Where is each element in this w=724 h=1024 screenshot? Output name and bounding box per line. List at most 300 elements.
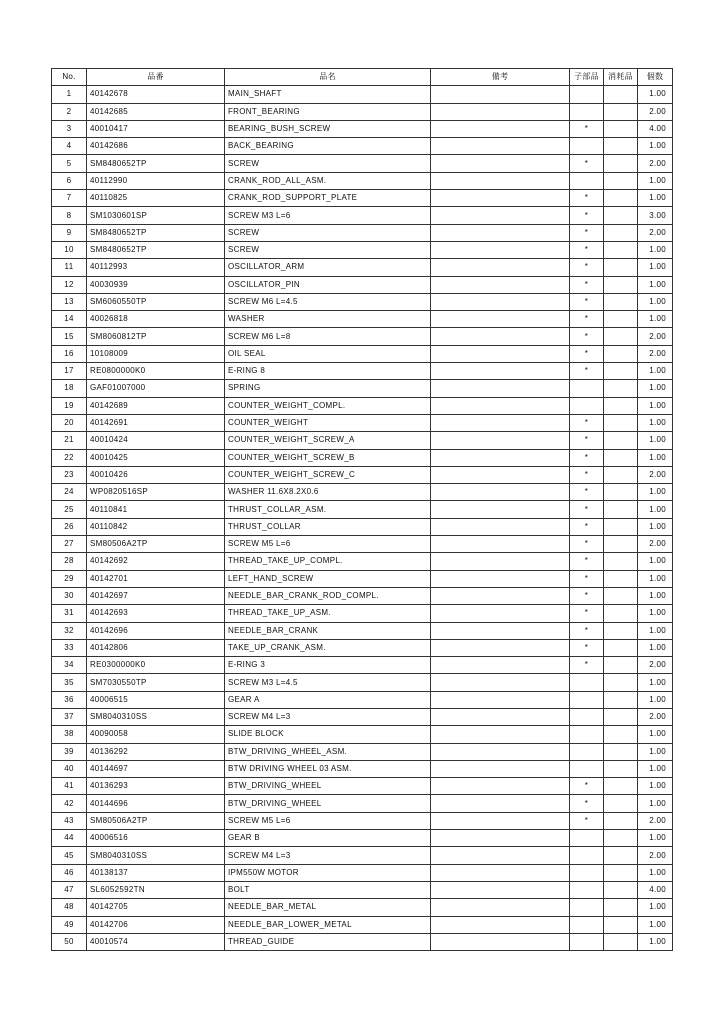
- table-row: [52, 518, 673, 535]
- row-number: 36: [52, 691, 87, 708]
- part-name-cell: IPM550W MOTOR: [225, 864, 431, 881]
- consumable-mark: [604, 363, 638, 380]
- remarks-cell: [431, 708, 570, 725]
- consumable-mark: [604, 743, 638, 760]
- quantity-cell: 1.00: [638, 397, 673, 414]
- quantity-cell: 1.00: [638, 241, 673, 258]
- quantity-cell: 1.00: [638, 363, 673, 380]
- remarks-cell: [431, 259, 570, 276]
- quantity-cell: 3.00: [638, 207, 673, 224]
- sub-part-mark: *: [570, 259, 604, 276]
- remarks-cell: [431, 536, 570, 553]
- table-row: [52, 553, 673, 570]
- consumable-mark: [604, 639, 638, 656]
- row-number: 17: [52, 363, 87, 380]
- quantity-cell: 2.00: [638, 847, 673, 864]
- row-number: 48: [52, 899, 87, 916]
- sub-part-mark: *: [570, 622, 604, 639]
- row-number: 6: [52, 172, 87, 189]
- part-number-cell: 40010426: [87, 466, 225, 483]
- remarks-cell: [431, 484, 570, 501]
- quantity-cell: 1.00: [638, 138, 673, 155]
- row-number: 27: [52, 536, 87, 553]
- sub-part-mark: *: [570, 501, 604, 518]
- remarks-cell: [431, 224, 570, 241]
- table-row: [52, 657, 673, 674]
- sub-part-mark: *: [570, 812, 604, 829]
- row-number: 28: [52, 553, 87, 570]
- consumable-mark: [604, 657, 638, 674]
- part-number-cell: 40110825: [87, 190, 225, 207]
- row-number: 49: [52, 916, 87, 933]
- quantity-cell: 1.00: [638, 899, 673, 916]
- row-number: 10: [52, 241, 87, 258]
- sub-part-mark: *: [570, 241, 604, 258]
- part-number-cell: SM8060812TP: [87, 328, 225, 345]
- remarks-cell: [431, 328, 570, 345]
- part-name-cell: GEAR A: [225, 691, 431, 708]
- sub-part-mark: *: [570, 432, 604, 449]
- part-name-cell: BTW_DRIVING_WHEEL_ASM.: [225, 743, 431, 760]
- remarks-cell: [431, 605, 570, 622]
- row-number: 2: [52, 103, 87, 120]
- row-number: 29: [52, 570, 87, 587]
- part-name-cell: MAIN_SHAFT: [225, 86, 431, 103]
- table-row: [52, 103, 673, 120]
- part-name-cell: WASHER 11.6X8.2X0.6: [225, 484, 431, 501]
- quantity-cell: 1.00: [638, 311, 673, 328]
- part-number-cell: 40142692: [87, 553, 225, 570]
- part-name-cell: OSCILLATOR_ARM: [225, 259, 431, 276]
- table-row: [52, 190, 673, 207]
- remarks-cell: [431, 881, 570, 898]
- consumable-mark: [604, 86, 638, 103]
- sub-part-mark: *: [570, 570, 604, 587]
- part-name-cell: E-RING 3: [225, 657, 431, 674]
- table-row: [52, 397, 673, 414]
- part-name-cell: SCREW M6 L=8: [225, 328, 431, 345]
- part-number-cell: 40142806: [87, 639, 225, 656]
- remarks-cell: [431, 293, 570, 310]
- table-row: [52, 812, 673, 829]
- part-name-cell: SCREW M5 L=6: [225, 812, 431, 829]
- quantity-cell: 1.00: [638, 587, 673, 604]
- part-number-cell: SM8480652TP: [87, 241, 225, 258]
- consumable-mark: [604, 311, 638, 328]
- part-number-cell: 40136293: [87, 778, 225, 795]
- consumable-mark: [604, 328, 638, 345]
- sub-part-mark: [570, 138, 604, 155]
- header-remarks: 備考: [431, 69, 570, 86]
- remarks-cell: [431, 864, 570, 881]
- row-number: 16: [52, 345, 87, 362]
- consumable-mark: [604, 881, 638, 898]
- part-name-cell: SCREW: [225, 224, 431, 241]
- table-row: [52, 363, 673, 380]
- part-number-cell: 40110841: [87, 501, 225, 518]
- consumable-mark: [604, 760, 638, 777]
- row-number: 18: [52, 380, 87, 397]
- part-name-cell: SCREW: [225, 155, 431, 172]
- remarks-cell: [431, 501, 570, 518]
- part-name-cell: SCREW M6 L=4.5: [225, 293, 431, 310]
- consumable-mark: [604, 155, 638, 172]
- part-name-cell: NEEDLE_BAR_LOWER_METAL: [225, 916, 431, 933]
- part-name-cell: COUNTER_WEIGHT_SCREW_A: [225, 432, 431, 449]
- row-number: 20: [52, 414, 87, 431]
- part-number-cell: 40136292: [87, 743, 225, 760]
- part-name-cell: SCREW M3 L=6: [225, 207, 431, 224]
- part-number-cell: 40142705: [87, 899, 225, 916]
- consumable-mark: [604, 207, 638, 224]
- table-row: [52, 587, 673, 604]
- part-name-cell: LEFT_HAND_SCREW: [225, 570, 431, 587]
- part-name-cell: SCREW: [225, 241, 431, 258]
- row-number: 33: [52, 639, 87, 656]
- remarks-cell: [431, 363, 570, 380]
- part-number-cell: 40030939: [87, 276, 225, 293]
- part-name-cell: SLIDE BLOCK: [225, 726, 431, 743]
- consumable-mark: [604, 138, 638, 155]
- table-row: [52, 830, 673, 847]
- part-number-cell: SM80506A2TP: [87, 536, 225, 553]
- remarks-cell: [431, 622, 570, 639]
- header-quantity: 個数: [638, 69, 673, 86]
- quantity-cell: 1.00: [638, 553, 673, 570]
- remarks-cell: [431, 380, 570, 397]
- part-number-cell: 40144696: [87, 795, 225, 812]
- part-name-cell: NEEDLE_BAR_CRANK: [225, 622, 431, 639]
- row-number: 42: [52, 795, 87, 812]
- remarks-cell: [431, 933, 570, 950]
- sub-part-mark: *: [570, 363, 604, 380]
- consumable-mark: [604, 190, 638, 207]
- row-number: 44: [52, 830, 87, 847]
- row-number: 1: [52, 86, 87, 103]
- part-name-cell: THREAD_TAKE_UP_COMPL.: [225, 553, 431, 570]
- part-number-cell: 40010574: [87, 933, 225, 950]
- part-name-cell: SCREW M4 L=3: [225, 847, 431, 864]
- remarks-cell: [431, 172, 570, 189]
- remarks-cell: [431, 120, 570, 137]
- part-number-cell: 40090058: [87, 726, 225, 743]
- row-number: 46: [52, 864, 87, 881]
- table-row: [52, 899, 673, 916]
- remarks-cell: [431, 414, 570, 431]
- quantity-cell: 1.00: [638, 795, 673, 812]
- table-row: [52, 276, 673, 293]
- table-row: [52, 345, 673, 362]
- part-number-cell: 40006515: [87, 691, 225, 708]
- row-number: 19: [52, 397, 87, 414]
- row-number: 12: [52, 276, 87, 293]
- table-row: [52, 778, 673, 795]
- part-number-cell: 40110842: [87, 518, 225, 535]
- quantity-cell: 2.00: [638, 657, 673, 674]
- consumable-mark: [604, 120, 638, 137]
- row-number: 4: [52, 138, 87, 155]
- sub-part-mark: *: [570, 449, 604, 466]
- quantity-cell: 1.00: [638, 501, 673, 518]
- sub-part-mark: *: [570, 190, 604, 207]
- remarks-cell: [431, 103, 570, 120]
- part-name-cell: COUNTER_WEIGHT: [225, 414, 431, 431]
- part-name-cell: SCREW M3 L=4.5: [225, 674, 431, 691]
- consumable-mark: [604, 276, 638, 293]
- remarks-cell: [431, 241, 570, 258]
- part-name-cell: BEARING_BUSH_SCREW: [225, 120, 431, 137]
- sub-part-mark: *: [570, 484, 604, 501]
- part-name-cell: THREAD_GUIDE: [225, 933, 431, 950]
- row-number: 23: [52, 466, 87, 483]
- table-row: [52, 466, 673, 483]
- table-row: [52, 380, 673, 397]
- remarks-cell: [431, 830, 570, 847]
- table-row: [52, 224, 673, 241]
- consumable-mark: [604, 293, 638, 310]
- sub-part-mark: [570, 397, 604, 414]
- remarks-cell: [431, 812, 570, 829]
- sub-part-mark: *: [570, 518, 604, 535]
- sub-part-mark: *: [570, 657, 604, 674]
- row-number: 34: [52, 657, 87, 674]
- row-number: 43: [52, 812, 87, 829]
- part-name-cell: COUNTER_WEIGHT_COMPL.: [225, 397, 431, 414]
- row-number: 21: [52, 432, 87, 449]
- quantity-cell: 1.00: [638, 293, 673, 310]
- quantity-cell: 1.00: [638, 605, 673, 622]
- row-number: 35: [52, 674, 87, 691]
- quantity-cell: 1.00: [638, 259, 673, 276]
- table-row: [52, 881, 673, 898]
- row-number: 47: [52, 881, 87, 898]
- part-name-cell: BTW_DRIVING_WHEEL: [225, 795, 431, 812]
- remarks-cell: [431, 345, 570, 362]
- quantity-cell: 1.00: [638, 778, 673, 795]
- table-row: [52, 207, 673, 224]
- table-row: [52, 293, 673, 310]
- quantity-cell: 2.00: [638, 328, 673, 345]
- consumable-mark: [604, 708, 638, 725]
- quantity-cell: 1.00: [638, 380, 673, 397]
- consumable-mark: [604, 691, 638, 708]
- part-number-cell: 40142689: [87, 397, 225, 414]
- sub-part-mark: [570, 86, 604, 103]
- part-number-cell: 10108009: [87, 345, 225, 362]
- consumable-mark: [604, 933, 638, 950]
- remarks-cell: [431, 155, 570, 172]
- quantity-cell: 1.00: [638, 916, 673, 933]
- sub-part-mark: *: [570, 328, 604, 345]
- quantity-cell: 2.00: [638, 812, 673, 829]
- row-number: 8: [52, 207, 87, 224]
- consumable-mark: [604, 536, 638, 553]
- part-name-cell: THRUST_COLLAR: [225, 518, 431, 535]
- part-name-cell: CRANK_ROD_SUPPORT_PLATE: [225, 190, 431, 207]
- part-number-cell: SM8040310SS: [87, 847, 225, 864]
- table-row: [52, 172, 673, 189]
- part-number-cell: 40144697: [87, 760, 225, 777]
- row-number: 37: [52, 708, 87, 725]
- table-row: [52, 484, 673, 501]
- quantity-cell: 2.00: [638, 224, 673, 241]
- header-part-number: 品番: [87, 69, 225, 86]
- remarks-cell: [431, 86, 570, 103]
- consumable-mark: [604, 899, 638, 916]
- quantity-cell: 2.00: [638, 466, 673, 483]
- table-row: [52, 155, 673, 172]
- remarks-cell: [431, 570, 570, 587]
- sub-part-mark: [570, 726, 604, 743]
- remarks-cell: [431, 553, 570, 570]
- remarks-cell: [431, 726, 570, 743]
- sub-part-mark: *: [570, 466, 604, 483]
- part-number-cell: 40142686: [87, 138, 225, 155]
- table-row: [52, 691, 673, 708]
- table-row: [52, 916, 673, 933]
- part-number-cell: WP0820516SP: [87, 484, 225, 501]
- quantity-cell: 2.00: [638, 536, 673, 553]
- remarks-cell: [431, 190, 570, 207]
- quantity-cell: 2.00: [638, 155, 673, 172]
- part-number-cell: 40142685: [87, 103, 225, 120]
- part-name-cell: SCREW M4 L=3: [225, 708, 431, 725]
- remarks-cell: [431, 397, 570, 414]
- sub-part-mark: [570, 864, 604, 881]
- quantity-cell: 1.00: [638, 190, 673, 207]
- consumable-mark: [604, 466, 638, 483]
- consumable-mark: [604, 847, 638, 864]
- part-name-cell: SCREW M5 L=6: [225, 536, 431, 553]
- quantity-cell: 1.00: [638, 830, 673, 847]
- remarks-cell: [431, 311, 570, 328]
- table-row: [52, 311, 673, 328]
- table-row: [52, 639, 673, 656]
- table-row: [52, 414, 673, 431]
- remarks-cell: [431, 466, 570, 483]
- quantity-cell: 2.00: [638, 708, 673, 725]
- table-row: [52, 933, 673, 950]
- consumable-mark: [604, 830, 638, 847]
- sub-part-mark: *: [570, 553, 604, 570]
- sub-part-mark: *: [570, 536, 604, 553]
- consumable-mark: [604, 241, 638, 258]
- sub-part-mark: *: [570, 311, 604, 328]
- part-name-cell: NEEDLE_BAR_METAL: [225, 899, 431, 916]
- row-number: 14: [52, 311, 87, 328]
- quantity-cell: 1.00: [638, 172, 673, 189]
- consumable-mark: [604, 674, 638, 691]
- table-row: [52, 120, 673, 137]
- sub-part-mark: [570, 172, 604, 189]
- part-number-cell: 40026818: [87, 311, 225, 328]
- part-name-cell: BOLT: [225, 881, 431, 898]
- sub-part-mark: *: [570, 345, 604, 362]
- row-number: 41: [52, 778, 87, 795]
- table-row: [52, 760, 673, 777]
- table-row: [52, 726, 673, 743]
- remarks-cell: [431, 639, 570, 656]
- table-row: [52, 259, 673, 276]
- part-number-cell: GAF01007000: [87, 380, 225, 397]
- part-name-cell: BACK_BEARING: [225, 138, 431, 155]
- sub-part-mark: [570, 830, 604, 847]
- part-name-cell: NEEDLE_BAR_CRANK_ROD_COMPL.: [225, 587, 431, 604]
- remarks-cell: [431, 743, 570, 760]
- table-row: [52, 432, 673, 449]
- row-number: 30: [52, 587, 87, 604]
- header-consumable: 消耗品: [604, 69, 638, 86]
- part-name-cell: COUNTER_WEIGHT_SCREW_B: [225, 449, 431, 466]
- remarks-cell: [431, 778, 570, 795]
- consumable-mark: [604, 518, 638, 535]
- sub-part-mark: *: [570, 120, 604, 137]
- sub-part-mark: [570, 899, 604, 916]
- part-number-cell: SM8040310SS: [87, 708, 225, 725]
- part-number-cell: 40010417: [87, 120, 225, 137]
- part-number-cell: RE0300000K0: [87, 657, 225, 674]
- table-row: [52, 743, 673, 760]
- part-number-cell: SM6060550TP: [87, 293, 225, 310]
- header-no: No.: [52, 69, 87, 86]
- table-row: [52, 605, 673, 622]
- quantity-cell: 1.00: [638, 726, 673, 743]
- consumable-mark: [604, 414, 638, 431]
- quantity-cell: 1.00: [638, 864, 673, 881]
- consumable-mark: [604, 397, 638, 414]
- remarks-cell: [431, 276, 570, 293]
- row-number: 50: [52, 933, 87, 950]
- consumable-mark: [604, 224, 638, 241]
- sub-part-mark: [570, 760, 604, 777]
- part-number-cell: SM8480652TP: [87, 155, 225, 172]
- sub-part-mark: *: [570, 207, 604, 224]
- row-number: 11: [52, 259, 87, 276]
- part-number-cell: 40142678: [87, 86, 225, 103]
- table-row: [52, 536, 673, 553]
- row-number: 5: [52, 155, 87, 172]
- table-row: [52, 708, 673, 725]
- remarks-cell: [431, 916, 570, 933]
- part-number-cell: SM8480652TP: [87, 224, 225, 241]
- quantity-cell: 4.00: [638, 120, 673, 137]
- part-number-cell: SM1030601SP: [87, 207, 225, 224]
- sub-part-mark: *: [570, 293, 604, 310]
- header-sub-part: 子部品: [570, 69, 604, 86]
- remarks-cell: [431, 674, 570, 691]
- consumable-mark: [604, 778, 638, 795]
- parts-list-table: [51, 68, 673, 951]
- sub-part-mark: [570, 708, 604, 725]
- consumable-mark: [604, 553, 638, 570]
- sub-part-mark: [570, 916, 604, 933]
- remarks-cell: [431, 899, 570, 916]
- quantity-cell: 1.00: [638, 518, 673, 535]
- quantity-cell: 1.00: [638, 276, 673, 293]
- sub-part-mark: *: [570, 276, 604, 293]
- remarks-cell: [431, 691, 570, 708]
- quantity-cell: 1.00: [638, 933, 673, 950]
- consumable-mark: [604, 864, 638, 881]
- table-row: [52, 138, 673, 155]
- sub-part-mark: *: [570, 155, 604, 172]
- consumable-mark: [604, 172, 638, 189]
- quantity-cell: 1.00: [638, 449, 673, 466]
- row-number: 24: [52, 484, 87, 501]
- row-number: 39: [52, 743, 87, 760]
- table-row: [52, 864, 673, 881]
- quantity-cell: 2.00: [638, 103, 673, 120]
